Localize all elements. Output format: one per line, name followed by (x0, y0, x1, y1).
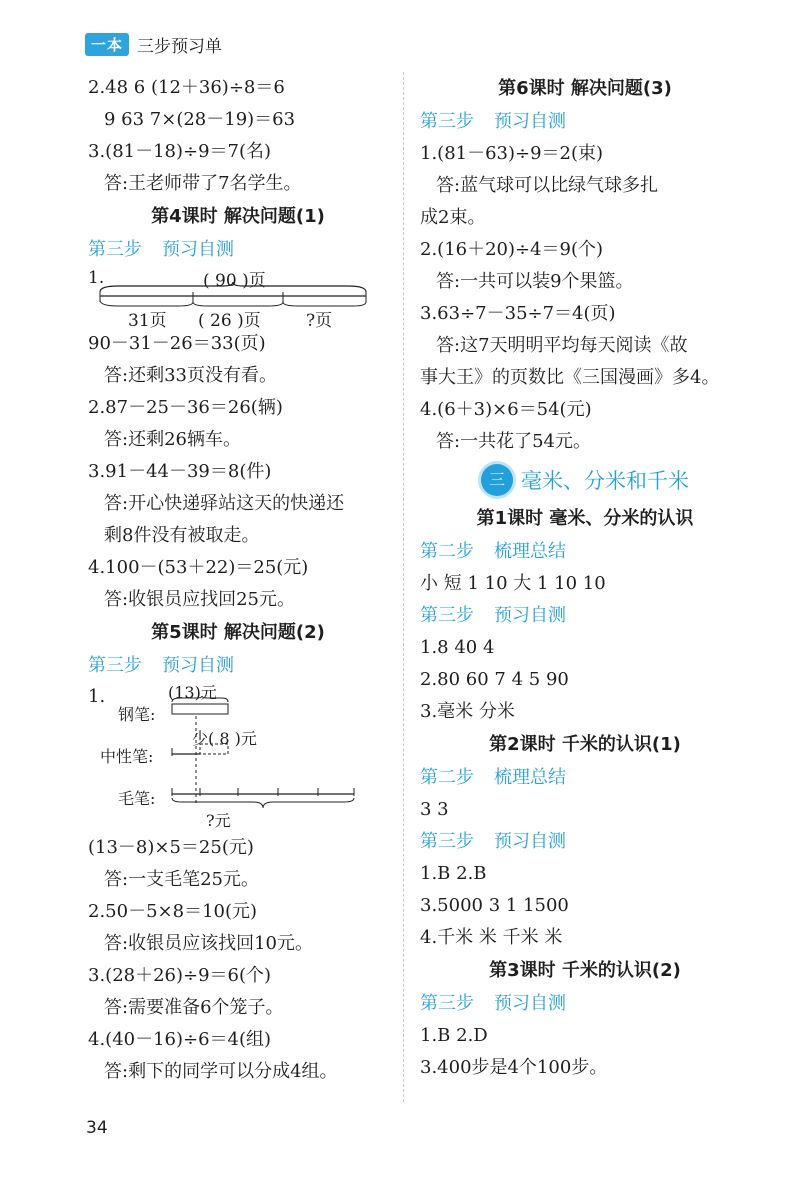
answer-line: 4.(40－16)÷6＝4(组) (88, 1029, 272, 1050)
bar-model-diagram (88, 682, 388, 832)
answer-line: 答:开心快递驿站这天的快递还 (104, 493, 345, 514)
answer-line: 3.(81－18)÷9＝7(名) (88, 141, 272, 162)
answer-line: 4.千米 米 千米 米 (420, 927, 563, 948)
bar-model-lines (168, 696, 358, 812)
lesson-title: 第5课时 解决问题(2) (151, 622, 325, 643)
answer-line: 1.8 40 4 (420, 637, 495, 658)
segment-label: ?页 (306, 311, 333, 331)
pen-value-label: (13)元 (168, 683, 217, 702)
answer-line: 成2束。 (420, 207, 486, 228)
brush-label: 毛笔: (118, 789, 156, 808)
answer-line: 答:一共可以装9个果篮。 (436, 271, 634, 292)
segment-label: ( 26 )页 (198, 311, 261, 331)
unit-number-badge: 三 (481, 464, 513, 496)
step-label: 第三步 (420, 111, 474, 132)
right-column (420, 72, 750, 1084)
step-heading (420, 988, 750, 1020)
pen-label: 钢笔: (118, 705, 156, 724)
book-title: 三步预习单 (137, 36, 223, 57)
answer-line: 3.5000 3 1 1500 (420, 895, 569, 916)
brand-logo: 一本 (85, 33, 129, 56)
segment-label: 31页 (128, 311, 167, 331)
lesson-title: 第1课时 毫米、分米的认识 (476, 508, 694, 529)
step-name: 预习自测 (162, 655, 234, 676)
step-heading (88, 650, 388, 682)
answer-line: 3.400步是4个100步。 (420, 1057, 608, 1078)
answer-line: 2.(16＋20)÷4＝9(个) (420, 239, 604, 260)
step-name: 梳理总结 (494, 767, 566, 788)
step-name: 预习自测 (162, 239, 234, 260)
step-name: 预习自测 (494, 831, 566, 852)
gel-value-label: 少( 8 )元 (192, 729, 257, 748)
step-heading (420, 762, 750, 794)
left-column (88, 72, 388, 1088)
segment-lines (98, 282, 368, 308)
answer-line: 事大王》的页数比《三国漫画》多4。 (420, 367, 720, 388)
step-label: 第三步 (420, 993, 474, 1014)
lesson-title: 第4课时 解决问题(1) (151, 206, 325, 227)
answer-line: 答:还剩33页没有看。 (104, 365, 277, 386)
page-header (85, 30, 222, 58)
answer-line: 3.63÷7－35÷7＝4(页) (420, 303, 616, 324)
diagram-total-label: ( 90 )页 (203, 271, 266, 291)
step-label: 第二步 (420, 767, 474, 788)
question-number: 1. (88, 268, 105, 288)
answer-line: 1.B 2.B (420, 863, 487, 884)
answer-line: 2.48 6 (12＋36)÷8＝6 (88, 77, 285, 98)
answer-line: 答:还剩26辆车。 (104, 429, 241, 450)
lesson-title: 第3课时 千米的认识(2) (489, 960, 681, 981)
step-name: 预习自测 (494, 993, 566, 1014)
answer-line: 1.B 2.D (420, 1025, 488, 1046)
step-label: 第三步 (88, 655, 142, 676)
question-number: 1. (88, 686, 106, 707)
answer-line: 3.(28＋26)÷9＝6(个) (88, 965, 272, 986)
column-divider (403, 72, 404, 1102)
step-label: 第二步 (420, 541, 474, 562)
step-heading (420, 600, 750, 632)
answer-line: 小 短 1 10 大 1 10 10 (420, 573, 606, 594)
lesson-title: 第2课时 千米的认识(1) (489, 734, 681, 755)
unit-title: 毫米、分米和千米 (521, 469, 689, 493)
step-label: 第三步 (420, 605, 474, 626)
answer-line: 答:这7天明明平均每天阅读《故 (436, 335, 688, 356)
step-name: 梳理总结 (494, 541, 566, 562)
answer-line: (13－8)×5＝25(元) (88, 837, 254, 858)
total-label: ?元 (206, 811, 231, 830)
step-heading (420, 536, 750, 568)
answer-line: 3.毫米 分米 (420, 701, 515, 722)
step-heading (420, 106, 750, 138)
answer-line: 剩8件没有被取走。 (104, 525, 260, 546)
lesson-title: 第6课时 解决问题(3) (498, 78, 672, 99)
answer-line: 2.80 60 7 4 5 90 (420, 669, 569, 690)
line-segment-diagram (88, 266, 388, 331)
page-number: 34 (86, 1118, 108, 1138)
answer-line: 2.87－25－36＝26(辆) (88, 397, 283, 418)
answer-line: 2.50－5×8＝10(元) (88, 901, 258, 922)
answer-line: 1.(81－63)÷9＝2(束) (420, 143, 604, 164)
answer-line: 答:需要准备6个笼子。 (104, 997, 284, 1018)
answer-line: 答:一支毛笔25元。 (104, 869, 259, 890)
answer-line: 90－31－26＝33(页) (88, 333, 266, 354)
answer-line: 答:王老师带了7名学生。 (104, 173, 302, 194)
unit-heading (420, 458, 750, 502)
answer-line: 答:收银员应找回25元。 (104, 589, 295, 610)
answer-line: 答:一共花了54元。 (436, 431, 591, 452)
step-heading (420, 826, 750, 858)
step-name: 预习自测 (494, 605, 566, 626)
answer-line: 答:蓝气球可以比绿气球多扎 (436, 175, 659, 196)
step-name: 预习自测 (494, 111, 566, 132)
answer-line: 4.100－(53＋22)＝25(元) (88, 557, 309, 578)
answer-line: 3.91－44－39＝8(件) (88, 461, 272, 482)
step-heading (88, 234, 388, 266)
answer-line: 4.(6＋3)×6＝54(元) (420, 399, 592, 420)
answer-line: 答:剩下的同学可以分成4组。 (104, 1061, 338, 1082)
step-label: 第三步 (88, 239, 142, 260)
answer-line: 3 3 (420, 799, 449, 820)
answer-line: 9 63 7×(28－19)＝63 (104, 109, 296, 130)
gel-pen-label: 中性笔: (100, 747, 154, 766)
answer-line: 答:收银员应该找回10元。 (104, 933, 313, 954)
step-label: 第三步 (420, 831, 474, 852)
